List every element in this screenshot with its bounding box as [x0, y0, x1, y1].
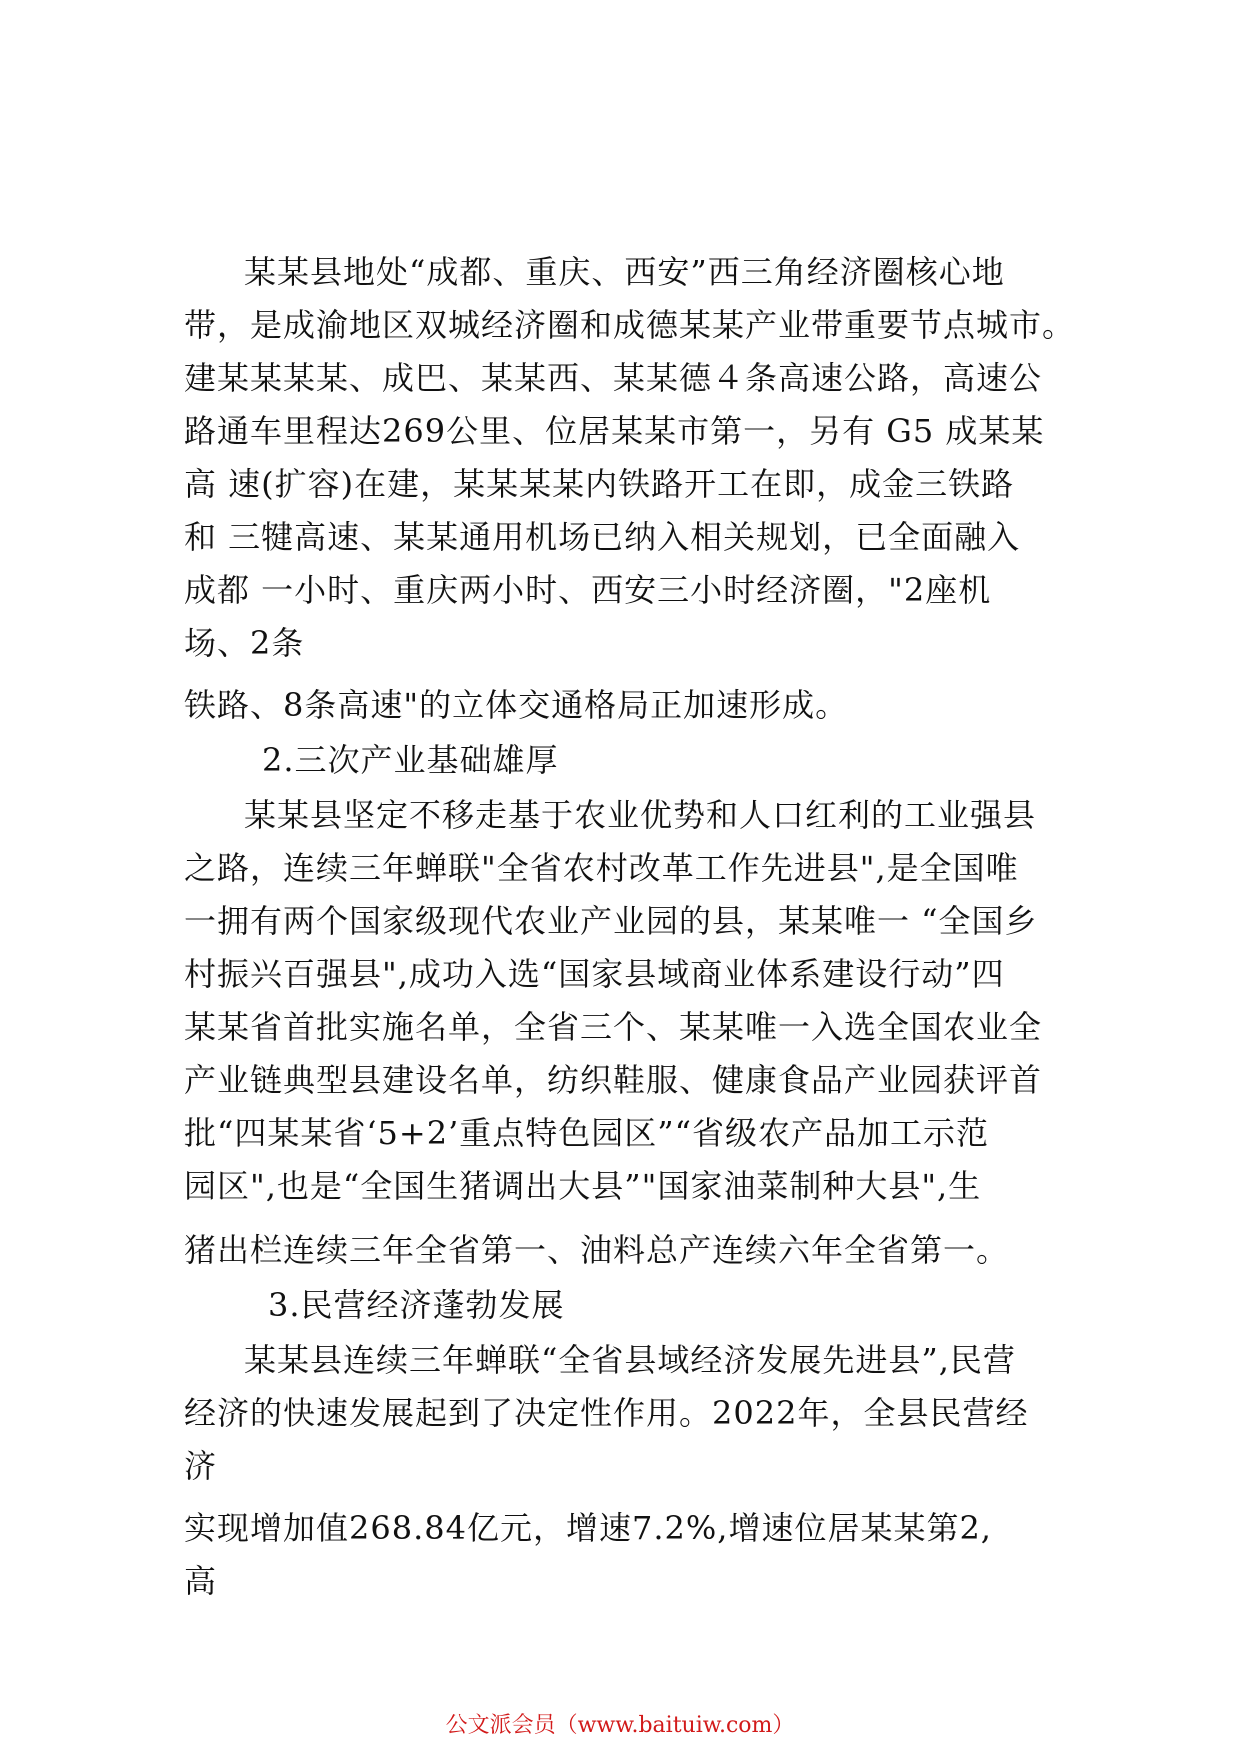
paragraph-1-line-2: 带，是成渝地区双城经济圈和成德某某产业带重要节点城市。 [184, 306, 1076, 344]
paragraph-1-line-1: 某某县地处“成都、重庆、西安”西三角经济圈核心地 [244, 253, 1005, 291]
paragraph-2-line-9: 猪出栏连续三年全省第一、油料总产连续六年全省第一。 [184, 1231, 1010, 1269]
paragraph-1-line-6: 和 三犍高速、某某通用机场已纳入相关规划，已全面融入 [184, 518, 1021, 556]
paragraph-1-line-7: 成都 一小时、重庆两小时、西安三小时经济圈，"2座机 [184, 571, 992, 609]
paragraph-2-line-2: 之路，连续三年蝉联"全省农村改革工作先进县",是全国唯 [184, 849, 1019, 887]
paragraph-2-line-6: 产业链典型县建设名单，纺织鞋服、健康食品产业园获评首 [184, 1061, 1043, 1099]
paragraph-1-line-3: 建某某某某、成巴、某某西、某某德４条高速公路，高速公 [184, 359, 1043, 397]
paragraph-3-line-1: 某某县连续三年蝉联“全省县域经济发展先进县”,民营 [244, 1341, 1016, 1379]
paragraph-1-line-5: 高 速(扩容)在建，某某某某内铁路开工在即，成金三铁路 [184, 465, 1015, 503]
paragraph-3-line-2: 经济的快速发展起到了决定性作用。2022年，全县民营经 [184, 1394, 1029, 1432]
paragraph-1-line-9: 铁路、8条高速"的立体交通格局正加速形成。 [184, 686, 849, 724]
paragraph-1-line-8: 场、2条 [184, 624, 305, 662]
paragraph-2-line-1: 某某县坚定不移走基于农业优势和人口红利的工业强县 [244, 796, 1037, 834]
section-heading-2: 2.三次产业基础雄厚 [262, 741, 559, 779]
paragraph-3-line-4: 实现增加值268.84亿元，增速7.2%,增速位居某某第2, [184, 1509, 992, 1547]
paragraph-2-line-8: 园区",也是“全国生猪调出大县”"国家油菜制种大县",生 [184, 1167, 982, 1205]
section-heading-3: 3.民营经济蓬勃发展 [268, 1286, 565, 1324]
paragraph-3-line-3: 济 [184, 1447, 218, 1485]
paragraph-2-line-3: 一拥有两个国家级现代农业产业园的县，某某唯一 “全国乡 [184, 902, 1038, 940]
paragraph-1-line-4: 路通车里程达269公里、位居某某市第一，另有 G5 成某某 [184, 412, 1045, 450]
paragraph-2-line-5: 某某省首批实施名单，全省三个、某某唯一入选全国农业全 [184, 1008, 1043, 1046]
paragraph-2-line-7: 批“四某某省‘5+2’重点特色园区”“省级农产品加工示范 [184, 1114, 989, 1152]
paragraph-3-line-5: 高 [184, 1562, 218, 1600]
paragraph-2-line-4: 村振兴百强县",成功入选“国家县域商业体系建设行动”四 [184, 955, 1005, 993]
footer-watermark-link[interactable]: 公文派会员（www.baituiw.com） [445, 1713, 795, 1738]
